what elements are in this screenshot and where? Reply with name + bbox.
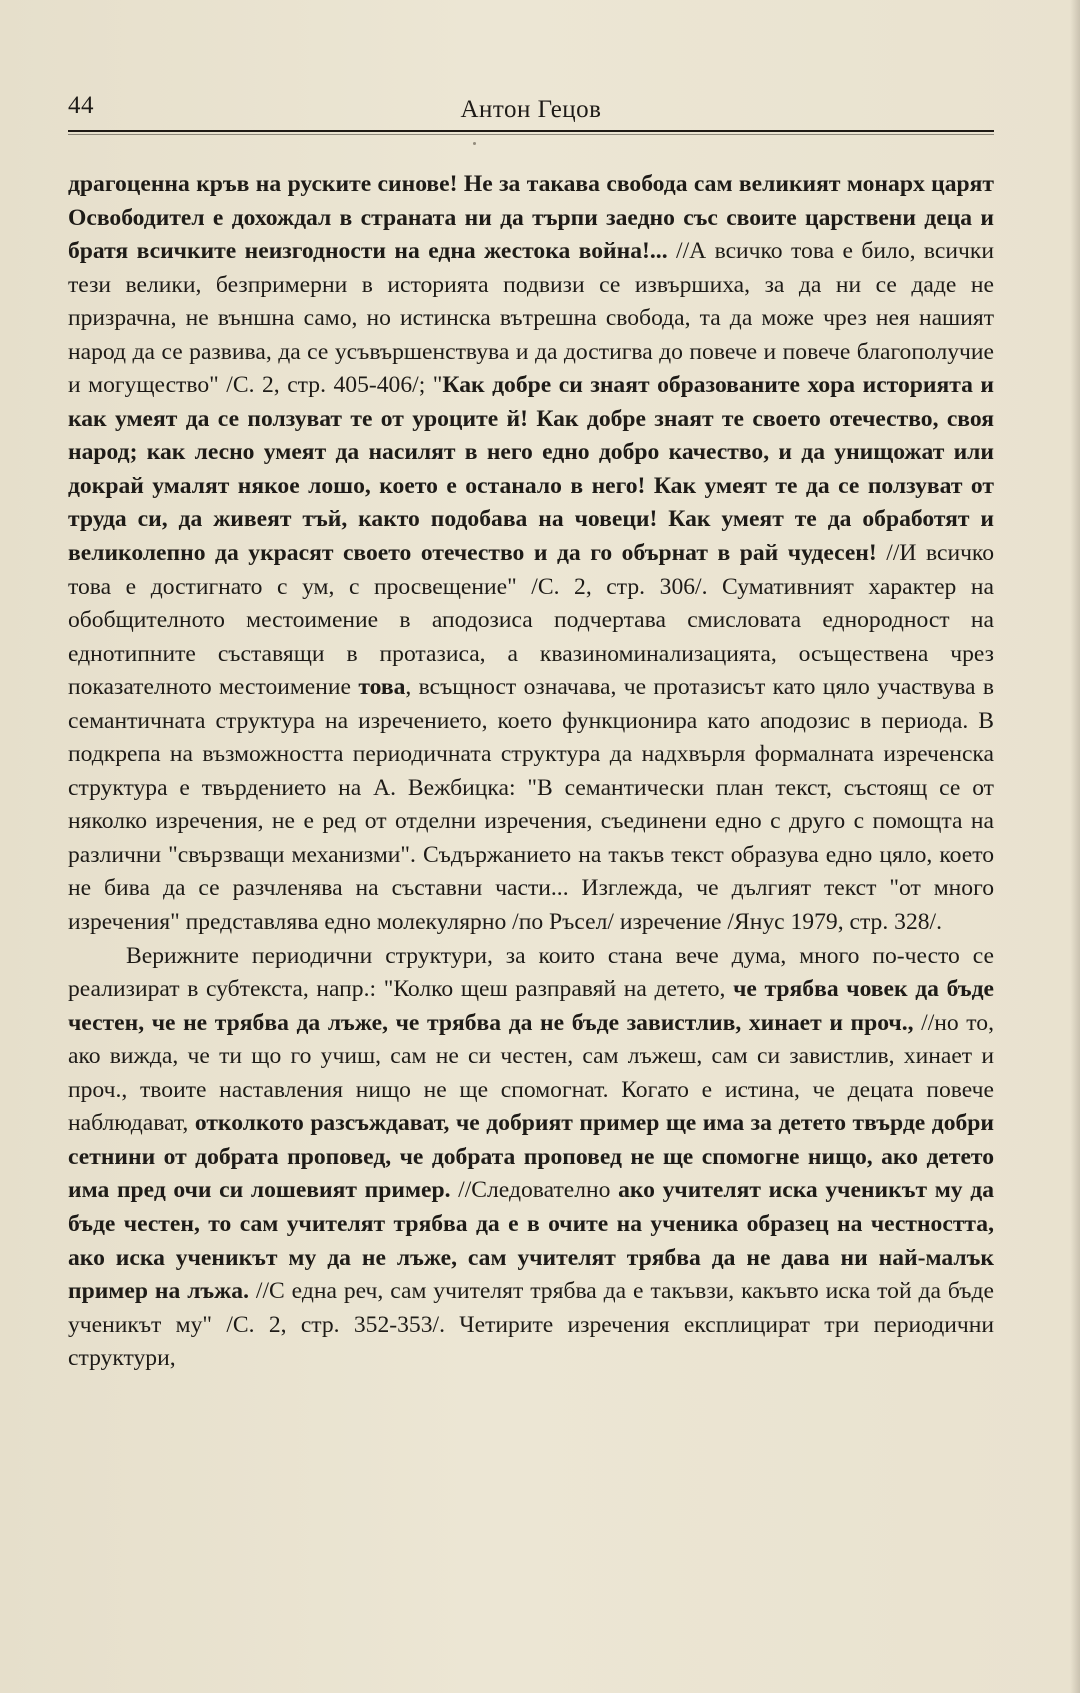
text-regular-3: , всъщност означава, че протазисът като цяло участвува в семантичната структура на изречението, което функционира като аподозис в периода. В подкрепа на възможността периодичната структура да надхвърля формалната изреченска структура е твърдението на А. Вежбицка: "В семантически план текст, състоящ се от няколко изречения, не е ред от отделни изречения, съединени едно с друго с помощта на различни "свързващи механизми". Съдържанието на такъв текст образува едно цяло, което не бива да се разчленява на съставни части... Изглежда, че дългият текст "от много изречения" представлява едно молекулярно /по Ръсел/ изречение /Янус 1979, стр. 328/. <box>68 674 994 936</box>
body-text <box>68 168 994 1376</box>
print-speck <box>473 142 476 145</box>
paragraph-1 <box>68 168 994 940</box>
emphasis-word: това <box>358 674 406 701</box>
quote-bold-4: отколкото разсъждават, че добрият пример ще има за детето твърде добри сетнини от добрата проповед, че добрата проповед не ще спомогне нищо, ако детето има пред очи си лошевият пример. <box>68 1110 995 1204</box>
header-rule <box>68 130 994 132</box>
quote-bold-5: ако учителят иска ученикът му да бъде честен, то сам учителят трябва да е в очите на ученика образец на честността, ако иска ученикът му да не лъже, сам учителят трябва да не дава ни най-малък пример на лъжа. <box>68 1177 994 1305</box>
text-regular-2: //И всичко това е достигнато с ум, с просвещение" /С. 2, стр. 306/. Сумативният характер на обобщителното местоимение в аподозиса подчертава смисловата еднородност на еднотипните съставящи в протазиса, а квазиноминализацията, осъществена чрез показателното местоимение <box>68 540 994 701</box>
page-header <box>68 88 994 130</box>
running-title: Антон Гецов <box>460 96 602 123</box>
page-edge-shadow <box>1070 0 1080 1693</box>
quote-regular-1: //А всичко това е било, всички тези велики, безпримерни в историята подвизи се извършиха, за да ни се даде не призрачна, не външна само, но истинска вътрешна свобода, та да може чрез нея нашият народ да се развива, да се усъвършенствува и да достигва до повече и повече благополучие и могущество" /С. 2, стр. 405-406/; " <box>68 238 994 399</box>
paragraph-2 <box>68 940 994 1376</box>
page-number: 44 <box>68 92 94 119</box>
text-regular-6: //Следователно <box>450 1177 619 1204</box>
quote-bold-3: че трябва човек да бъде честен, че не трябва да лъже, че трябва да не бъде завистлив, хинает и проч., <box>68 976 995 1036</box>
text-regular-7: //С една реч, сам учителят трябва да е такъвзи, какъвто иска той да бъде ученикът му" /С. 2, стр. 352-353/. Четирите изречения експлицират три периодични структури, <box>68 1278 994 1372</box>
text-regular-4: Верижните периодични структури, за които стана вече дума, много по-често се реализират в субтекста, напр.: "Колко щеш разправяй на детето, <box>68 942 994 1003</box>
text-regular-5: //но то, ако вижда, че ти що го учиш, сам не си честен, сам лъжеш, сам си завистлив, хинает и проч., твоите наставления нищо не ще спомогнат. Когато е истина, че децата повече наблюдават, <box>68 1009 994 1137</box>
header-rule-thin <box>68 134 994 135</box>
quote-bold-1: драгоценна кръв на руските синове! Не за такава свобода сам великият монарх царят Освободител е дохождал в страната ни да търпи заедно със своите царствени деца и братя всичките неизгодности на една жестока война!... <box>68 171 994 265</box>
quote-bold-2: Как добре си знаят образованите хора историята и как умеят да се ползуват те от уроците й! Как добре знаят те своето отечество, своя народ; как лесно умеят да насилят в него едно добро качество, и да унищожат или докрай умалят някое лошо, което е останало в него! Как умеят те да се ползуват от труда си, да живеят тъй, както подобава на човеци! Как умеят те да обработят и великолепно да украсят своето отечество и да го обърнат в рай чудесен! <box>68 372 995 567</box>
